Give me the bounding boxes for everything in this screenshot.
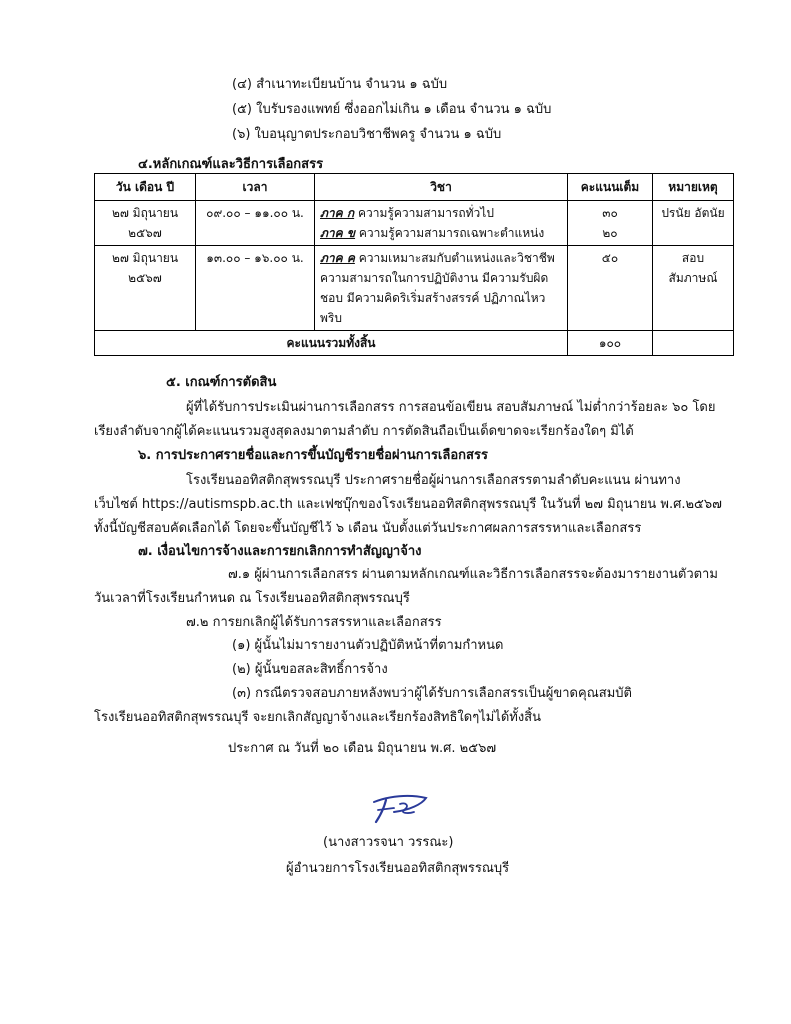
section5-line2: เรียงลำดับจากผู้ได้คะแนนรวมสูงสุดลงมาตามลำดับ การตัดสินถือเป็นเด็ดขาดจะเรียกร้องใดๆ มิได้ — [94, 424, 634, 439]
section7-item1: (๑) ผู้นั้นไม่มารายงานตัวปฏิบัติหน้าที่ตามกำหนด — [232, 638, 504, 653]
score-b: ๒๐ — [602, 226, 618, 240]
announcement-date: ประกาศ ณ วันที่ ๒๐ เดือน มิถุนายน พ.ศ. ๒๕๖๗ — [228, 741, 497, 756]
row2-subject — [315, 246, 568, 331]
score-a: ๓๐ — [602, 206, 618, 220]
section7-2: ๗.๒ การยกเลิกผู้ได้รับการสรรหาและเลือกสรร — [186, 615, 442, 630]
doc-item-4: (๔) สำเนาทะเบียนบ้าน จำนวน ๑ ฉบับ — [232, 77, 448, 92]
part-b-label: ภาค ข — [320, 226, 356, 240]
table-total-row — [95, 331, 734, 356]
header-full-score: คะแนนเต็ม — [568, 174, 653, 201]
section7-item3-line2: โรงเรียนออทิสติกสุพรรณบุรี จะยกเลิกสัญญาจ้างและเรียกร้องสิทธิใดๆไม่ได้ทั้งสิ้น — [94, 710, 542, 725]
total-remark — [653, 331, 734, 356]
section6-line3: ทั้งนี้บัญชีสอบคัดเลือกได้ โดยจะขึ้นบัญชีไว้ ๖ เดือน นับตั้งแต่วันประกาศผลการสรรหาและเลือกสรร — [94, 521, 642, 536]
total-score: ๑๐๐ — [568, 331, 653, 356]
section5-line1: ผู้ที่ได้รับการประเมินผ่านการเลือกสรร การสอนข้อเขียน สอบสัมภาษณ์ ไม่ต่ำกว่าร้อยละ ๖๐ โดย — [186, 400, 716, 415]
signature-image — [364, 788, 434, 826]
row2-score: ๕๐ — [568, 246, 653, 331]
exam-schedule-table — [94, 173, 734, 356]
doc-item-6: (๖) ใบอนุญาตประกอบวิชาชีพครู จำนวน ๑ ฉบับ — [232, 127, 502, 142]
row1-score — [568, 201, 653, 246]
part-c-text: ความเหมาะสมกับตำแหน่งและวิชาชีพ ความสามารถในการปฏิบัติงาน มีความรับผิดชอบ มีความคิดริเริ่มสร้างสรรค์ ปฏิภาณไหวพริบ — [320, 251, 555, 325]
section7-item2: (๒) ผู้นั้นขอสละสิทธิ์การจ้าง — [232, 662, 388, 677]
part-a-text: ความรู้ความสามารถทั่วไป — [357, 206, 494, 220]
section6-line2: เว็บไซต์ https://autismspb.ac.th และเฟซบุ๊กของโรงเรียนออทิสติกสุพรรณบุรี ในวันที่ ๒๗ มิถุนายน พ.ศ.๒๕๖๗ — [94, 497, 722, 512]
header-time: เวลา — [196, 174, 315, 201]
part-a-label: ภาค ก — [320, 206, 355, 220]
signer-title: ผู้อำนวยการโรงเรียนออทิสติกสุพรรณบุรี — [286, 861, 510, 876]
header-subject: วิชา — [315, 174, 568, 201]
table-header-row — [95, 174, 734, 201]
table-row — [95, 246, 734, 331]
section7-1-line2: วันเวลาที่โรงเรียนกำหนด ณ โรงเรียนออทิสติกสุพรรณบุรี — [94, 591, 410, 606]
section7-item3-line1: (๓) กรณีตรวจสอบภายหลังพบว่าผู้ได้รับการเลือกสรรเป็นผู้ขาดคุณสมบัติ — [232, 686, 632, 701]
doc-item-5: (๕) ใบรับรองแพทย์ ซึ่งออกไม่เกิน ๑ เดือน จำนวน ๑ ฉบับ — [232, 102, 552, 117]
row1-remark: ปรนัย อัตนัย — [653, 201, 734, 246]
row1-subject — [315, 201, 568, 246]
section6-line1: โรงเรียนออทิสติกสุพรรณบุรี ประกาศรายชื่อผู้ผ่านการเลือกสรรตามลำดับคะแนน ผ่านทาง — [186, 473, 681, 488]
section4-heading: ๔.หลักเกณฑ์และวิธีการเลือกสรร — [138, 157, 324, 172]
row1-date: ๒๗ มิถุนายน ๒๕๖๗ — [95, 201, 196, 246]
table-row — [95, 201, 734, 246]
row1-time: ๐๙.๐๐ – ๑๑.๐๐ น. — [196, 201, 315, 246]
section6-heading: ๖. การประกาศรายชื่อและการขึ้นบัญชีรายชื่อผ่านการเลือกสรร — [138, 448, 488, 463]
section7-heading: ๗. เงื่อนไขการจ้างและการยกเลิกการทำสัญญาจ้าง — [138, 544, 422, 559]
part-b-text: ความรู้ความสามารถเฉพาะตำแหน่ง — [358, 226, 545, 240]
row2-time: ๑๓.๐๐ – ๑๖.๐๐ น. — [196, 246, 315, 331]
signer-name: (นางสาวรจนา วรรณะ) — [323, 835, 454, 850]
total-label: คะแนนรวมทั้งสิ้น — [95, 331, 568, 356]
header-date: วัน เดือน ปี — [95, 174, 196, 201]
section5-heading: ๕. เกณฑ์การตัดสิน — [166, 375, 277, 390]
section7-1-line1: ๗.๑ ผู้ผ่านการเลือกสรร ผ่านตามหลักเกณฑ์และวิธีการเลือกสรรจะต้องมารายงานตัวตาม — [228, 567, 718, 582]
part-c-label: ภาค ค — [320, 251, 355, 265]
row2-date: ๒๗ มิถุนายน ๒๕๖๗ — [95, 246, 196, 331]
header-remark: หมายเหตุ — [653, 174, 734, 201]
row2-remark: สอบ สัมภาษณ์ — [653, 246, 734, 331]
